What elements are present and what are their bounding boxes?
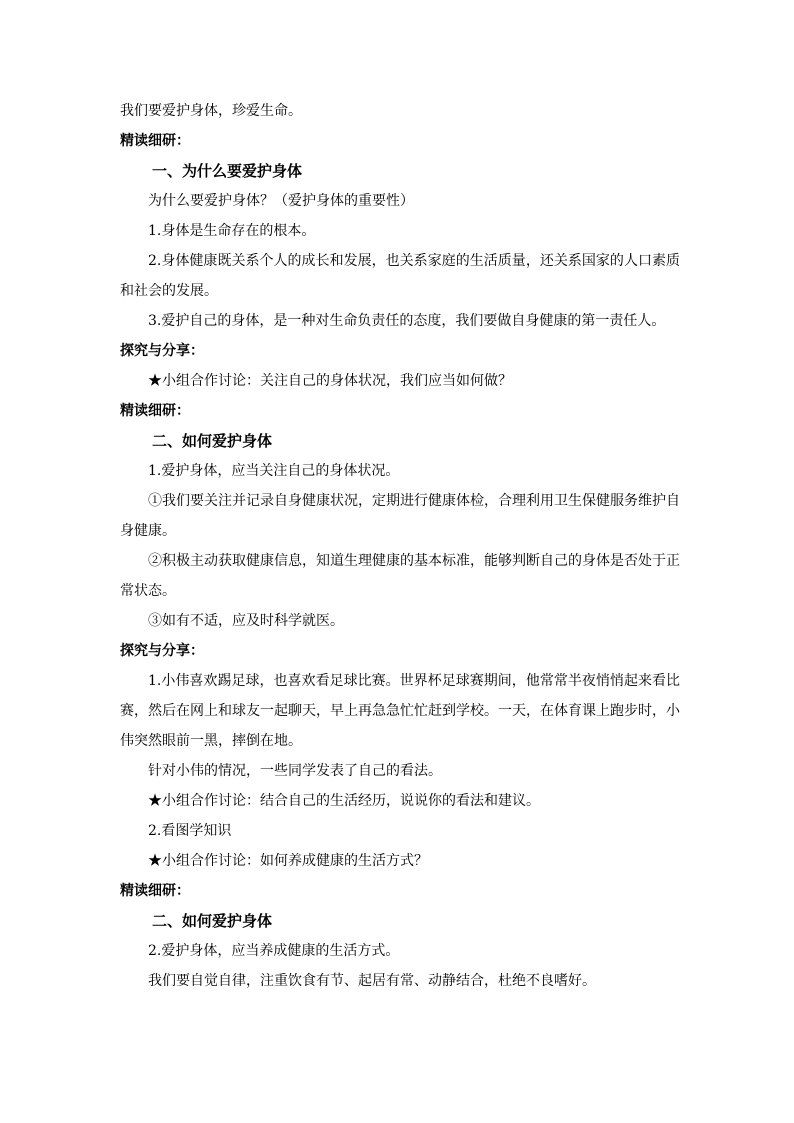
paragraph: 1.小伟喜欢踢足球，也喜欢看足球比赛。世界杯足球赛期间，他常常半夜悄悄起来看比赛，然后在网上和球友一起聊天，早上再急急忙忙赶到学校。一天，在体育课上跑步时，小伟突然眼前一黑，摔倒在地。 xyxy=(120,673,680,749)
discussion-prompt: ★小组合作讨论：结合自己的生活经历，说说你的看法和建议。 xyxy=(148,793,540,809)
document-body xyxy=(120,96,680,996)
list-item: ②积极主动获取健康信息，知道生理健康的基本标准，能够判断自己的身体是否处于正常状态。 xyxy=(120,553,680,599)
paragraph: 我们要自觉自律，注重饮食有节、起居有常、动静结合，杜绝不良嗜好。 xyxy=(148,973,596,989)
paragraph: 我们要爱护身体，珍爱生命。 xyxy=(120,103,302,119)
discussion-prompt: ★小组合作讨论：如何养成健康的生活方式？ xyxy=(148,853,428,869)
list-item: 1.爱护身体，应当关注自己的身体状况。 xyxy=(148,463,400,479)
paragraph: 针对小伟的情况，一些同学发表了自己的看法。 xyxy=(148,763,442,779)
list-item: 3.爱护自己的身体，是一种对生命负责任的态度，我们要做自身健康的第一责任人。 xyxy=(148,313,666,329)
section-heading: 探究与分享： xyxy=(120,343,204,359)
paragraph: 为什么要爱护身体？（爱护身体的重要性） xyxy=(148,193,414,209)
section-heading: 精读细研： xyxy=(120,133,190,149)
list-item: ③如有不适，应及时科学就医。 xyxy=(148,613,344,629)
subsection-title: 二、如何爱护身体 xyxy=(152,432,273,450)
subsection-title: 一、为什么要爱护身体 xyxy=(152,162,303,180)
section-heading: 精读细研： xyxy=(120,883,190,899)
list-item: 1.身体是生命存在的根本。 xyxy=(148,223,316,239)
list-item: 2.爱护身体，应当养成健康的生活方式。 xyxy=(148,943,400,959)
list-item: 2.看图学知识 xyxy=(148,823,232,839)
subsection-title: 二、如何爱护身体 xyxy=(152,912,273,930)
list-item: 2.身体健康既关系个人的成长和发展，也关系家庭的生活质量，还关系国家的人口素质和社会的发展。 xyxy=(120,253,680,299)
section-heading: 精读细研： xyxy=(120,403,190,419)
list-item: ①我们要关注并记录自身健康状况，定期进行健康体检，合理利用卫生保健服务维护自身健康。 xyxy=(120,493,680,539)
discussion-prompt: ★小组合作讨论：关注自己的身体状况，我们应当如何做？ xyxy=(148,373,512,389)
section-heading: 探究与分享： xyxy=(120,643,204,659)
